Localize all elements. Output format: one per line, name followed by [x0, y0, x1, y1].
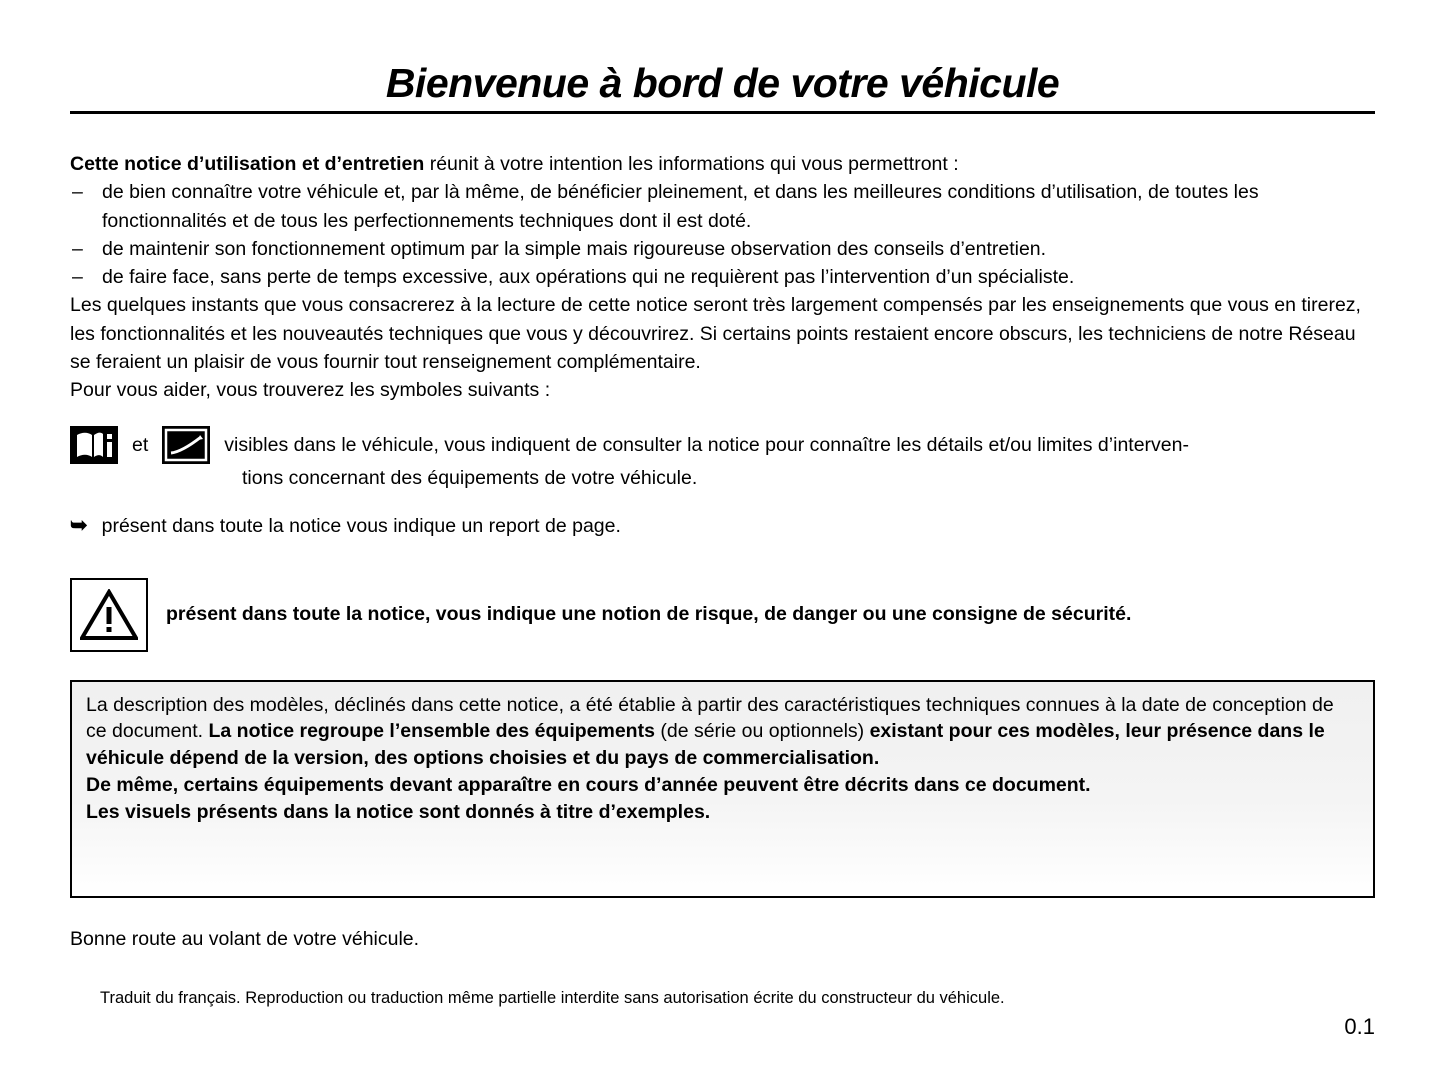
page-reference-row — [70, 515, 1375, 538]
symbol-explanation-row — [70, 426, 1375, 492]
bullet-dash: – — [72, 266, 83, 289]
intro-paragraph: Les quelques instants que vous consacrerez à la lecture de cette notice seront très largement compensés par les enseignements que vous en tirerez, les fonctionnalités et les nouveautés techniques que vous y découvrirez. Si certains points restaient encore obscurs, les techniciens de notre Réseau se feraient un plaisir de vous fournir tout renseignement complémentaire. — [70, 294, 1361, 373]
symbol-line-1 — [70, 426, 1375, 464]
bullet-dash: – — [72, 237, 83, 260]
note-text-normal-1: La description des modèles, déclinés dans cette notice, a été établie à partir des caractéristiques techniques connues à la date de conception de ce document. — [86, 693, 1334, 743]
list-item-text: de faire face, sans perte de temps excessive, aux opérations qui ne requièrent pas l’intervention d’un spécialiste. — [102, 266, 1075, 289]
intro-block — [70, 150, 1375, 404]
warning-explanation-row — [70, 578, 1375, 652]
wiper-icon — [162, 426, 210, 464]
list-item-text: de maintenir son fonctionnement optimum par la simple mais rigoureuse observation des conseils d’entretien. — [102, 237, 1047, 260]
symbols-intro: Pour vous aider, vous trouverez les symboles suivants : — [70, 379, 551, 402]
book-info-icon — [70, 426, 118, 464]
note-text-bold-1: La notice regroupe l’ensemble des équipements — [208, 720, 655, 743]
list-item — [70, 235, 1375, 263]
intro-lead-bold: Cette notice d’utilisation et d’entretien — [70, 153, 425, 176]
list-item — [70, 178, 1375, 235]
note-paragraph-2: De même, certains équipements devant apparaître en cours d’année peuvent être décrits dans ce document. — [86, 773, 1091, 796]
model-description-note — [70, 680, 1375, 898]
translation-credit: Traduit du français. Reproduction ou traduction même partielle interdite sans autorisation écrite du constructeur du véhicule. — [100, 988, 1005, 1007]
page-title-block — [70, 0, 1375, 114]
note-text-normal-2: (de série ou optionnels) — [654, 720, 870, 743]
note-text-bold-2: existant pour ces modèles, leur présence dans le véhicule dépend de la version, des options choisies et du pays de commercialisation. — [86, 720, 1325, 770]
list-item — [70, 263, 1375, 291]
symbol-conjunction: et — [132, 434, 149, 457]
symbol-text-line-2: tions concernant des équipements de votre véhicule. — [242, 467, 698, 490]
intro-bullet-list — [70, 178, 1375, 291]
symbol-text-line-1: visibles dans le véhicule, vous indiquent de consulter la notice pour connaître les détails et/ou limites d’interven- — [224, 434, 1189, 457]
page-number: 0.1 — [1344, 1014, 1375, 1039]
closing-text: Bonne route au volant de votre véhicule. — [70, 927, 420, 950]
bullet-dash: – — [72, 181, 83, 204]
note-paragraph-3: Les visuels présents dans la notice sont donnés à titre d’exemples. — [86, 800, 711, 823]
intro-lead — [70, 150, 1375, 178]
intro-lead-rest: réunit à votre intention les informations qui vous permettront : — [424, 153, 959, 176]
note-paragraph-1 — [86, 692, 1359, 772]
warning-triangle-icon — [70, 578, 148, 652]
page-title: Bienvenue à bord de votre véhicule — [385, 60, 1060, 106]
page-reference-text: présent dans toute la notice vous indique un report de page. — [101, 514, 621, 537]
arrow-right-icon: ➥ — [70, 513, 88, 537]
warning-text: présent dans toute la notice, vous indique une notion de risque, de danger ou une consigne de sécurité. — [166, 603, 1132, 626]
list-item-text: de bien connaître votre véhicule et, par là même, de bénéficier pleinement, et dans les meilleures conditions d’utilisation, de toutes les fonctionnalités et de tous les perfectionnements techniques dont il est doté. — [102, 181, 1259, 232]
